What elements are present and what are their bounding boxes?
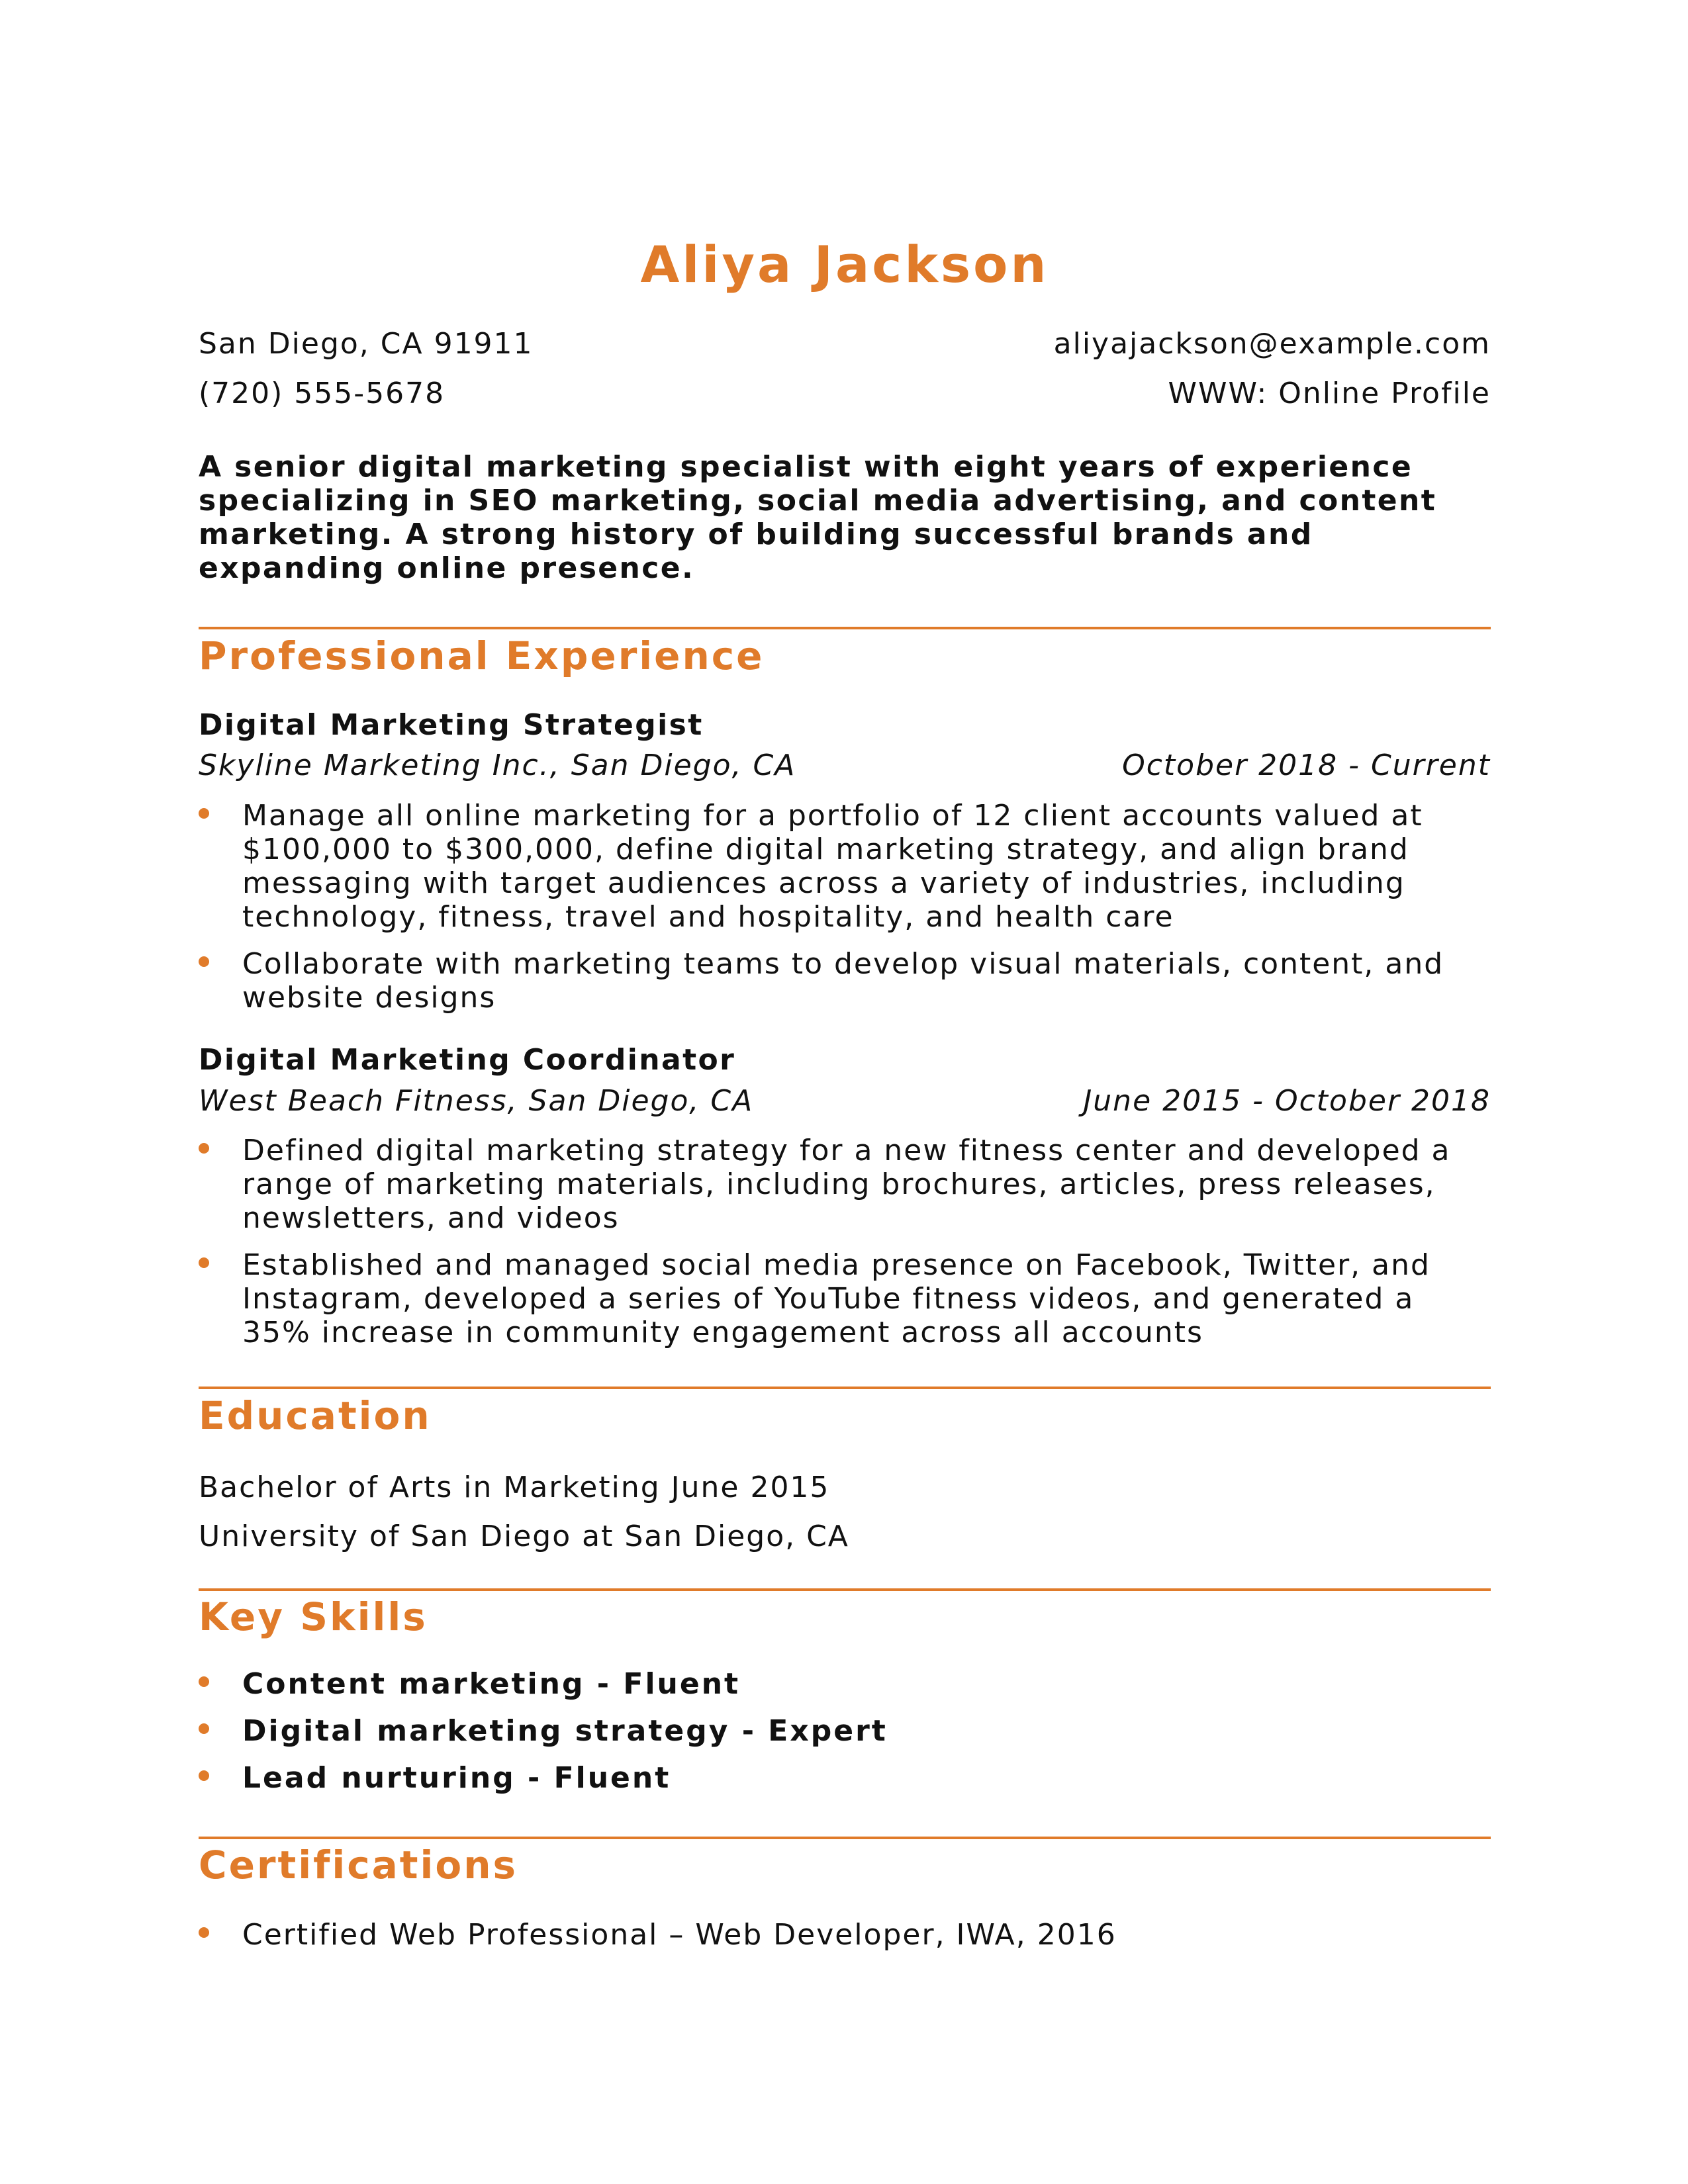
job-company: Skyline Marketing Inc., San Diego, CA (199, 749, 796, 782)
phone: (720) 555-5678 (199, 377, 445, 410)
bullet-icon (199, 1770, 209, 1781)
section-divider (199, 1588, 1491, 1591)
section-title-education: Education (199, 1393, 432, 1438)
section-title-experience: Professional Experience (199, 633, 765, 678)
job-company: West Beach Fitness, San Diego, CA (199, 1084, 754, 1118)
list-item: Manage all online marketing for a portfolio of 12 client accounts valued at $100,000 to $300,000, define digital marketing strategy, and align brand messaging with target audiences across a variety of industries, including technology, fitness, travel and hospitality, and health care (199, 799, 1491, 934)
job-bullets (199, 799, 1491, 1028)
job-meta (199, 1084, 1491, 1118)
bullet-icon (199, 1723, 209, 1734)
bullet-icon (199, 1676, 209, 1687)
job-bullets (199, 1134, 1491, 1363)
list-item: Established and managed social media presence on Facebook, Twitter, and Instagram, developed a series of YouTube fitness videos, and generated a 35% increase in community engagement across all accounts (199, 1248, 1491, 1349)
list-item: Digital marketing strategy - Expert (199, 1714, 1491, 1748)
job-dates: October 2018 - Current (1122, 749, 1491, 782)
job-dates: June 2015 - October 2018 (1083, 1084, 1491, 1118)
summary: A senior digital marketing specialist with eight years of experience specializing in SEO marketing, social media advertising, and content marketing. A strong history of building successful brands and expanding online presence. (199, 450, 1437, 585)
list-item: Certified Web Professional – Web Developer, IWA, 2016 (199, 1918, 1491, 1952)
location: San Diego, CA 91911 (199, 327, 534, 361)
job-title: Digital Marketing Strategist (199, 708, 704, 742)
section-divider (199, 1387, 1491, 1389)
section-divider (199, 627, 1491, 629)
section-title-certifications: Certifications (199, 1843, 518, 1888)
list-item: Lead nurturing - Fluent (199, 1761, 1491, 1795)
section-title-skills: Key Skills (199, 1594, 428, 1639)
list-item: Defined digital marketing strategy for a new fitness center and developed a range of marketing materials, including brochures, articles, press releases, newsletters, and videos (199, 1134, 1491, 1235)
skills-list (199, 1667, 1491, 1808)
list-item: Content marketing - Fluent (199, 1667, 1491, 1701)
contact-row-1 (199, 327, 1491, 361)
bullet-icon (199, 1143, 209, 1154)
bullet-icon (199, 1257, 209, 1268)
bullet-icon (199, 808, 209, 819)
website-link[interactable]: WWW: Online Profile (1168, 377, 1491, 410)
bullet-icon (199, 956, 209, 967)
contact-row-2 (199, 379, 1491, 408)
section-divider (199, 1837, 1491, 1839)
bullet-icon (199, 1927, 209, 1938)
list-item: Collaborate with marketing teams to develop visual materials, content, and website designs (199, 947, 1491, 1015)
certifications-list (199, 1918, 1491, 1965)
email-link[interactable]: aliyajackson@example.com (1053, 327, 1491, 361)
education-degree: Bachelor of Arts in Marketing June 2015 (199, 1471, 830, 1504)
job-meta (199, 751, 1491, 780)
education-school: University of San Diego at San Diego, CA (199, 1520, 849, 1553)
job-title: Digital Marketing Coordinator (199, 1043, 736, 1077)
candidate-name: Aliya Jackson (640, 235, 1049, 294)
